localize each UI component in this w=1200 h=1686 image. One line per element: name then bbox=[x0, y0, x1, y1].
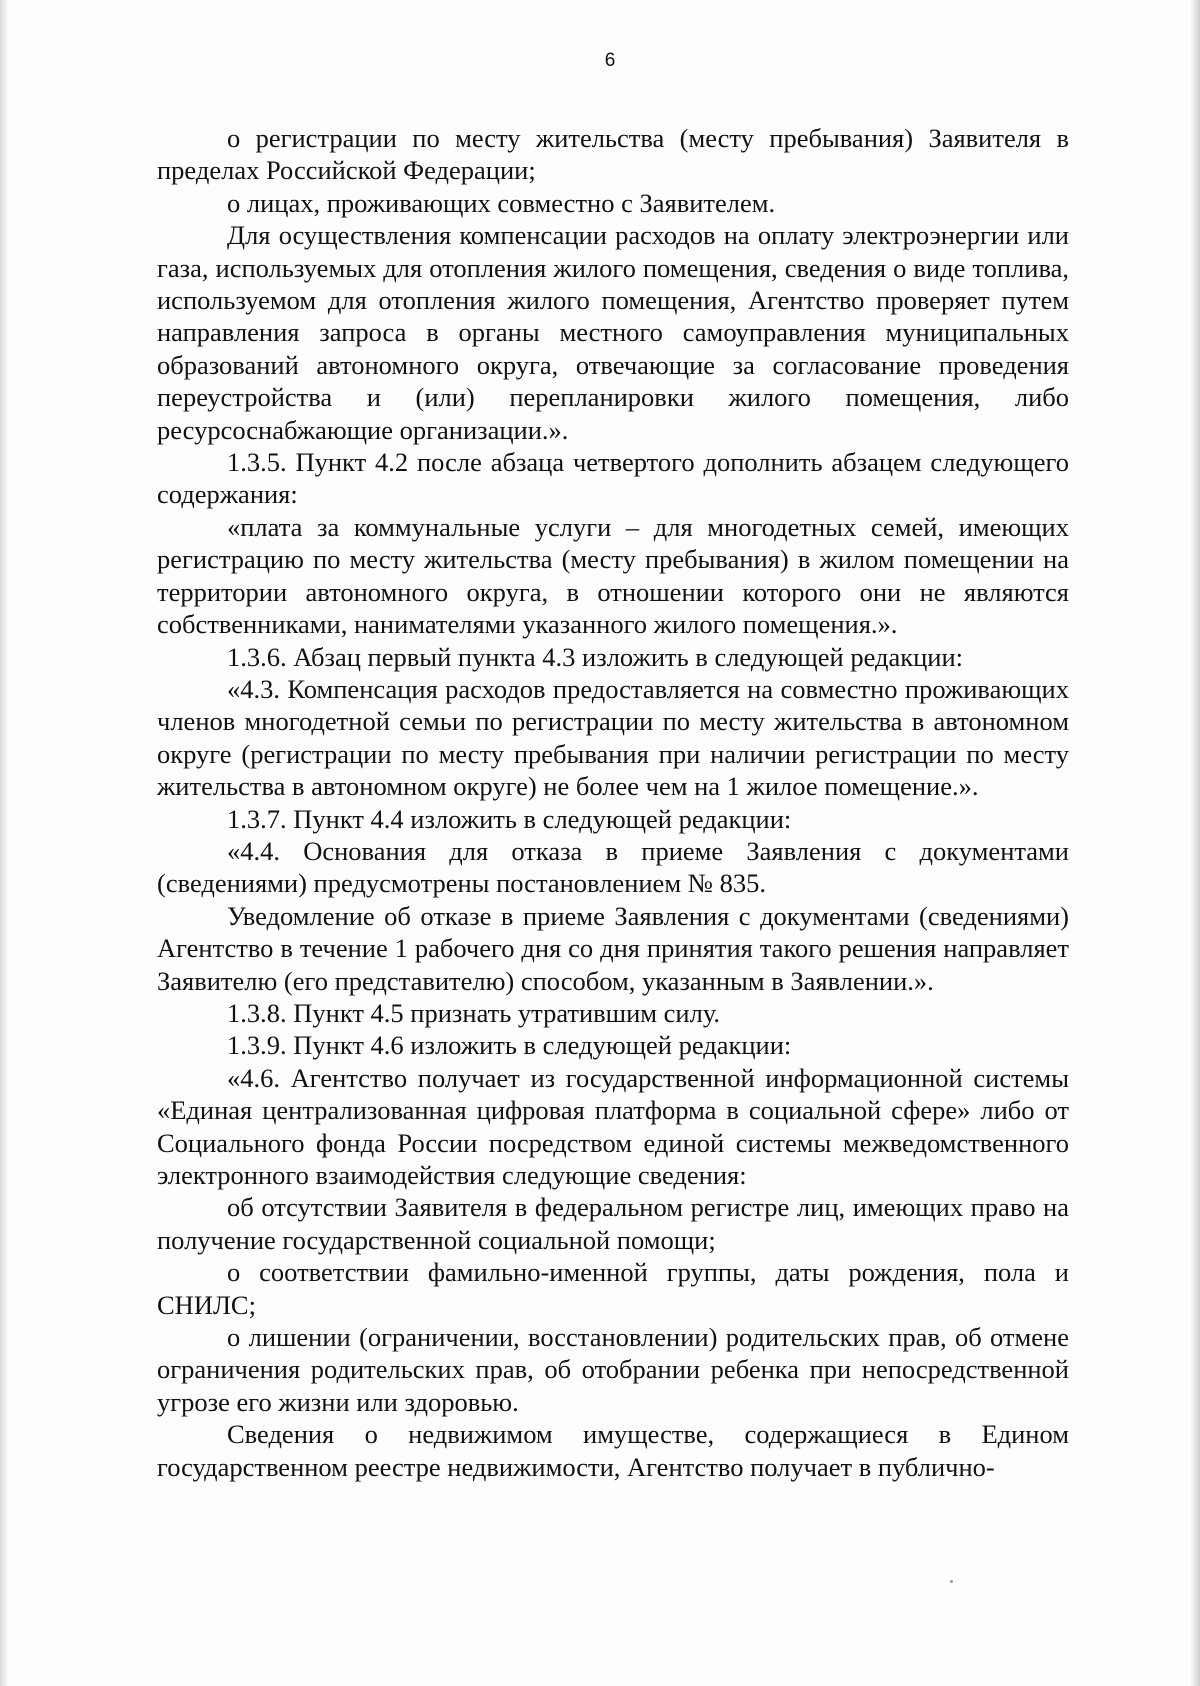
paragraph: Уведомление об отказе в приеме Заявления с документами (сведениями) Агентство в течение 1 рабочего дня со дня принятия такого решения направляет Заявителю (его представителю) способом, указанным в Заявлении.». bbox=[157, 900, 1069, 996]
scan-speck bbox=[950, 1580, 953, 1583]
paragraph: 1.3.6. Абзац первый пункта 4.3 изложить в следующей редакции: bbox=[227, 641, 964, 672]
paragraph: «4.3. Компенсация расходов предоставляется на совместно проживающих членов многодетной семьи по регистрации по месту жительства в автономном округе (регистрации по месту пребывания при наличии регистрации по месту жительства в автономном округе) не более чем на 1 жилое помещение.». bbox=[157, 673, 1069, 802]
paragraph: Для осуществления компенсации расходов на оплату электроэнергии или газа, используемых для отопления жилого помещения, сведения о виде топлива, используемом для отопления жилого помещения, Агентство проверяет путем направления запроса в органы местного самоуправления муниципальных образований автономного округа, отвечающие за согласование проведения переустройства и (или) перепланировки жилого помещения, либо ресурсоснабжающие организации.». bbox=[157, 220, 1069, 445]
paragraph: Сведения о недвижимом имуществе, содержащиеся в Едином государственном реестре недвижимости, Агентство получает в публично- bbox=[157, 1419, 1069, 1482]
paragraph: «4.4. Основания для отказа в приеме Заявления с документами (сведениями) предусмотрены постановлением № 835. bbox=[157, 835, 1069, 899]
paragraph: о лицах, проживающих совместно с Заявителем. bbox=[227, 187, 776, 218]
paragraph: о лишении (ограничении, восстановлении) родительских прав, об отмене ограничения родительских прав, об отобрании ребенка при непосредственной угрозе его жизни или здоровью. bbox=[157, 1322, 1069, 1417]
paragraph: об отсутствии Заявителя в федеральном регистре лиц, имеющих право на получение государственной социальной помощи; bbox=[157, 1192, 1069, 1255]
scan-edge-left bbox=[0, 0, 8, 1686]
page-number: 6 bbox=[604, 50, 616, 71]
paragraph: 1.3.7. Пункт 4.4 изложить в следующей редакции: bbox=[227, 803, 792, 834]
paragraph: «плата за коммунальные услуги – для многодетных семей, имеющих регистрацию по месту жительства (месту пребывания) в жилом помещении на территории автономного округа, в отношении которого они не являются собственниками, нанимателями указанного жилого помещения.». bbox=[157, 511, 1069, 640]
paragraph: о соответствии фамильно-именной группы, даты рождения, пола и СНИЛС; bbox=[157, 1257, 1069, 1320]
paragraph: «4.6. Агентство получает из государственной информационной системы «Единая централизованная цифровая платформа в социальной сфере» либо от Социального фонда России посредством единой системы межведомственного электронного взаимодействия следующие сведения: bbox=[157, 1062, 1069, 1190]
paragraph: 1.3.8. Пункт 4.5 признать утратившим силу. bbox=[227, 997, 721, 1028]
document-body bbox=[157, 122, 1069, 1483]
paragraph: о регистрации по месту жительства (месту пребывания) Заявителя в пределах Российской Федерации; bbox=[157, 123, 1069, 186]
paragraph: 1.3.9. Пункт 4.6 изложить в следующей редакции: bbox=[227, 1030, 792, 1061]
paragraph: 1.3.5. Пункт 4.2 после абзаца четвертого дополнить абзацем следующего содержания: bbox=[157, 447, 1069, 510]
scan-edge-right bbox=[1190, 0, 1200, 1686]
